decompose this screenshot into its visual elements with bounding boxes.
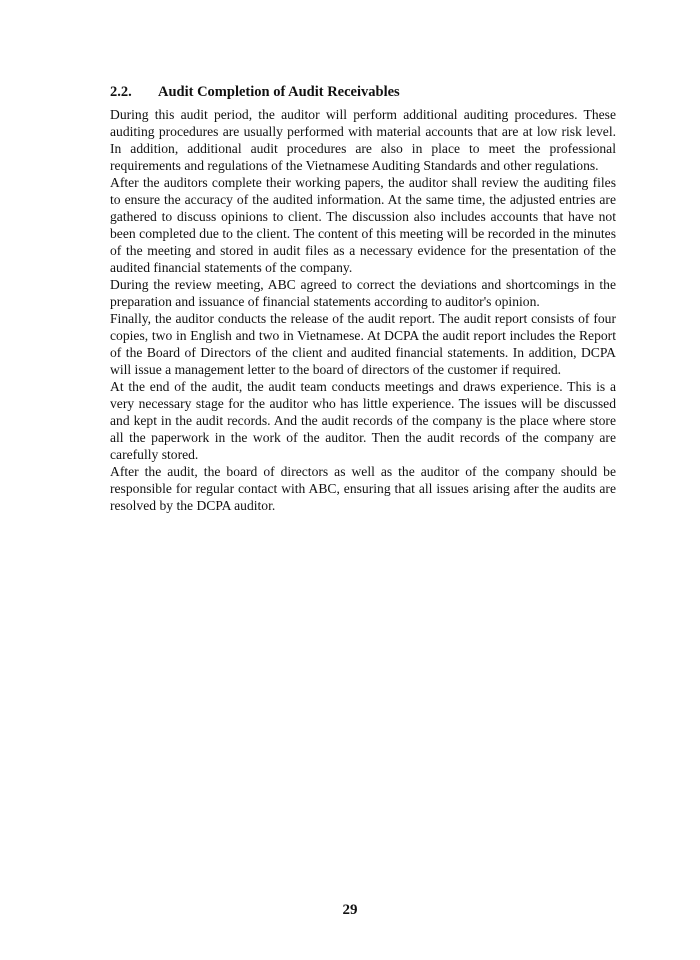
paragraph-review-working-papers: After the auditors complete their working papers, the auditor shall review the auditing files to ensure the accuracy of the audited information. At the same time, the adjusted entries are gathered to discuss opinions to client. The discussion also includes accounts that have not been completed due to the client. The content of this meeting will be recorded in the minutes of the meeting and stored in audit files as a necessary evidence for the presentation of the audited financial statements of the company.: [110, 175, 616, 275]
paragraph-review-meeting: During the review meeting, ABC agreed to correct the deviations and shortcomings in the preparation and issuance of financial statements according to auditor's opinion.: [110, 277, 616, 309]
section-number: 2.2.: [110, 84, 132, 100]
paragraph-team-meeting: At the end of the audit, the audit team conducts meetings and draws experience. This is a very necessary stage for the auditor who has little experience. The issues will be discussed and kept in the audit records. And the audit records of the company is the place where store all the paperwork in the work of the auditor. Then the audit records of the company are carefully stored.: [110, 379, 616, 462]
body-text: [110, 106, 616, 514]
page-number: 29: [342, 902, 358, 918]
paragraph-audit-report-release: Finally, the auditor conducts the release of the audit report. The audit report consists of four copies, two in English and two in Vietnamese. At DCPA the audit report includes the Report of the Board of Directors of the client and audited financial statements. In addition, DCPA will issue a management letter to the board of directors of the customer if required.: [110, 311, 616, 377]
paragraph-additional-procedures: During this audit period, the auditor will perform additional auditing procedures. These auditing procedures are usually performed with material accounts that are at low risk level. In addition, additional audit procedures are also in place to meet the professional requirements and regulations of the Vietnamese Auditing Standards and other regulations.: [110, 107, 616, 173]
section-title: Audit Completion of Audit Receivables: [158, 84, 400, 100]
paragraph-post-audit-contact: After the audit, the board of directors as well as the auditor of the company should be responsible for regular contact with ABC, ensuring that all issues arising after the audits are resolved by the DCPA auditor.: [110, 464, 616, 513]
section-heading: [110, 82, 620, 102]
